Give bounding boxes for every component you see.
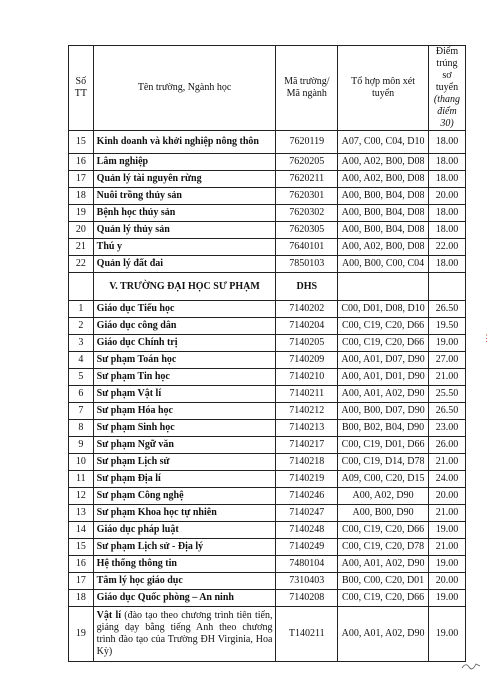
table-row: [69, 573, 466, 590]
row-score: 22.00: [428, 239, 465, 256]
row-name-detail: (đào tạo theo chương trình tiên tiến, giảng dạy bằng tiếng Anh theo chương trình đào tạo của Trường ĐH Virginia, Hoa Kỳ): [96, 610, 273, 657]
table-row: [69, 131, 466, 154]
row-combo: A00, A01, D01, D90: [338, 369, 429, 386]
row-score: 19.50: [428, 318, 465, 335]
row-stt: 18: [69, 590, 94, 607]
table-header-row: [69, 46, 466, 131]
row-score: 27.00: [428, 352, 465, 369]
row-stt: 10: [69, 454, 94, 471]
row-code: 7140212: [276, 403, 338, 420]
row-stt: 9: [69, 437, 94, 454]
row-stt: 12: [69, 488, 94, 505]
row-code: 7140208: [276, 590, 338, 607]
row-stt: 5: [69, 369, 94, 386]
row-combo: C00, C19, C20, D66: [338, 335, 429, 352]
table-row: [69, 403, 466, 420]
row-code: 7140205: [276, 335, 338, 352]
row-code: 7620305: [276, 222, 338, 239]
row-code: 7480104: [276, 556, 338, 573]
table-row: [69, 256, 466, 273]
row-name: Sư phạm Ngữ văn: [93, 437, 276, 454]
row-score: 18.00: [428, 256, 465, 273]
row-score: 19.00: [428, 335, 465, 352]
row-score: 25.50: [428, 386, 465, 403]
table-row: [69, 318, 466, 335]
row-stt: 14: [69, 522, 94, 539]
header-ten: Tên trường, Ngành học: [93, 46, 276, 131]
table-row: [69, 386, 466, 403]
row-score: 19.00: [428, 522, 465, 539]
header-diem-label: Điểm trúng sơ tuyển: [435, 46, 459, 93]
table-row: [69, 488, 466, 505]
row-score: 19.00: [428, 556, 465, 573]
row-stt: 15: [69, 131, 94, 154]
table-row: [69, 369, 466, 386]
row-combo: A00, A02, B00, D08: [338, 171, 429, 188]
table-row: [69, 188, 466, 205]
header-ma: Mã trường/ Mã ngành: [276, 46, 338, 131]
table-row: [69, 205, 466, 222]
row-name: Giáo dục Quốc phòng – An ninh: [93, 590, 276, 607]
row-code: 7620205: [276, 154, 338, 171]
row-name: Sư phạm Địa lí: [93, 471, 276, 488]
row-name: Sư phạm Hóa học: [93, 403, 276, 420]
row-stt: 19: [69, 607, 94, 662]
row-code: 7140202: [276, 301, 338, 318]
table-row: [69, 505, 466, 522]
table-row: [69, 222, 466, 239]
row-stt: 18: [69, 188, 94, 205]
row-code: 7140217: [276, 437, 338, 454]
row-name: Quản lý đất đai: [93, 256, 276, 273]
table-row: [69, 301, 466, 318]
header-diem: [428, 46, 465, 131]
row-code: 7620301: [276, 188, 338, 205]
section-title: V. TRƯỜNG ĐẠI HỌC SƯ PHẠM: [93, 273, 276, 301]
row-score: 26.50: [428, 301, 465, 318]
table-row: [69, 522, 466, 539]
row-score: 19.00: [428, 607, 465, 662]
row-stt: 17: [69, 573, 94, 590]
section-code: DHS: [276, 273, 338, 301]
row-code: 7140219: [276, 471, 338, 488]
row-name: Hệ thống thông tin: [93, 556, 276, 573]
row-name: Sư phạm Toán học: [93, 352, 276, 369]
section-empty-score: [428, 273, 465, 301]
table-row: [69, 335, 466, 352]
header-stt: Số TT: [69, 46, 94, 131]
row-combo: A00, A02, B00, D08: [338, 239, 429, 256]
table-row: [69, 454, 466, 471]
row-stt: 16: [69, 154, 94, 171]
row-code: 7620119: [276, 131, 338, 154]
row-stt: 16: [69, 556, 94, 573]
section-empty: [69, 273, 94, 301]
header-tohop: Tổ hợp môn xét tuyển: [338, 46, 429, 131]
row-stt: 4: [69, 352, 94, 369]
row-combo: C00, C19, D14, D78: [338, 454, 429, 471]
row-code: 7310403: [276, 573, 338, 590]
table-row: [69, 471, 466, 488]
row-stt: 21: [69, 239, 94, 256]
row-score: 26.00: [428, 437, 465, 454]
row-score: 18.00: [428, 222, 465, 239]
row-name: Lâm nghiệp: [93, 154, 276, 171]
row-score: 26.50: [428, 403, 465, 420]
admission-table: [68, 45, 466, 662]
row-combo: C00, C19, C20, D66: [338, 590, 429, 607]
row-score: 20.00: [428, 188, 465, 205]
row-name: Sư phạm Khoa học tự nhiên: [93, 505, 276, 522]
table-row: [69, 352, 466, 369]
table-row: [69, 556, 466, 573]
row-name: Giáo dục pháp luật: [93, 522, 276, 539]
table-row: [69, 154, 466, 171]
row-name: Sư phạm Lịch sử - Địa lý: [93, 539, 276, 556]
row-stt: 2: [69, 318, 94, 335]
row-combo: A07, C00, C04, D10: [338, 131, 429, 154]
row-stt: 6: [69, 386, 94, 403]
row-combo: B00, B02, B04, D90: [338, 420, 429, 437]
row-code: 7140247: [276, 505, 338, 522]
row-name: Kinh doanh và khởi nghiệp nông thôn: [93, 131, 276, 154]
row-combo: C00, C19, C20, D66: [338, 318, 429, 335]
row-stt: 17: [69, 171, 94, 188]
row-code: 7140218: [276, 454, 338, 471]
row-score: 18.00: [428, 205, 465, 222]
row-name: Nuôi trồng thủy sản: [93, 188, 276, 205]
row-stt: 20: [69, 222, 94, 239]
row-code: 7140204: [276, 318, 338, 335]
row-combo: A00, A02, B00, D08: [338, 154, 429, 171]
row-combo: A00, A01, A02, D90: [338, 607, 429, 662]
scribble-mark-icon: [460, 660, 482, 670]
table-row: [69, 539, 466, 556]
row-score: 21.00: [428, 369, 465, 386]
row-combo: A00, B00, D90: [338, 505, 429, 522]
row-name: Thú y: [93, 239, 276, 256]
row-stt: 13: [69, 505, 94, 522]
row-combo: A00, A01, A02, D90: [338, 386, 429, 403]
row-name: Sư phạm Vật lí: [93, 386, 276, 403]
row-score: 20.00: [428, 573, 465, 590]
margin-mark: ⋮: [482, 333, 491, 343]
row-combo: C00, C19, C20, D78: [338, 539, 429, 556]
row-code: 7140209: [276, 352, 338, 369]
table-row: [69, 239, 466, 256]
row-stt: 7: [69, 403, 94, 420]
row-stt: 22: [69, 256, 94, 273]
row-score: 23.00: [428, 420, 465, 437]
row-combo: A00, B00, B04, D08: [338, 222, 429, 239]
row-code: 7140211: [276, 386, 338, 403]
row-name: [93, 607, 276, 662]
row-name: Tâm lý học giáo dục: [93, 573, 276, 590]
row-combo: B00, C00, C20, D01: [338, 573, 429, 590]
row-code: 7140246: [276, 488, 338, 505]
row-combo: A00, B00, B04, D08: [338, 188, 429, 205]
row-code: 7140248: [276, 522, 338, 539]
table-row: [69, 590, 466, 607]
row-score: 18.00: [428, 131, 465, 154]
row-score: 21.00: [428, 505, 465, 522]
row-code: 7620211: [276, 171, 338, 188]
row-combo: C00, C19, C20, D66: [338, 522, 429, 539]
row-score: 18.00: [428, 154, 465, 171]
row-combo: A00, B00, C00, C04: [338, 256, 429, 273]
row-combo: A00, A02, D90: [338, 488, 429, 505]
table-row: [69, 607, 466, 662]
table-row: [69, 420, 466, 437]
row-code: 7140249: [276, 539, 338, 556]
row-name: Sư phạm Sinh học: [93, 420, 276, 437]
row-name: Giáo dục Tiểu học: [93, 301, 276, 318]
row-stt: 8: [69, 420, 94, 437]
row-name: Bệnh học thủy sản: [93, 205, 276, 222]
section-empty-combo: [338, 273, 429, 301]
row-combo: A00, B00, B04, D08: [338, 205, 429, 222]
section-row: [69, 273, 466, 301]
row-combo: A00, A01, A02, D90: [338, 556, 429, 573]
row-stt: 1: [69, 301, 94, 318]
document-page: [68, 45, 466, 662]
row-code: 7140213: [276, 420, 338, 437]
row-score: 19.00: [428, 590, 465, 607]
table-row: [69, 171, 466, 188]
row-score: 21.00: [428, 539, 465, 556]
header-diem-note: (thang điểm 30): [433, 94, 461, 129]
row-combo: A00, A01, D07, D90: [338, 352, 429, 369]
row-code: 7620302: [276, 205, 338, 222]
row-name: Quản lý tài nguyên rừng: [93, 171, 276, 188]
row-name: Sư phạm Lịch sử: [93, 454, 276, 471]
row-score: 18.00: [428, 171, 465, 188]
row-code: 7140210: [276, 369, 338, 386]
row-combo: A00, B00, D07, D90: [338, 403, 429, 420]
row-score: 21.00: [428, 454, 465, 471]
row-name-bold: Vật lí: [96, 610, 122, 621]
row-name: Giáo dục công dân: [93, 318, 276, 335]
row-stt: 19: [69, 205, 94, 222]
row-name: Sư phạm Công nghệ: [93, 488, 276, 505]
row-score: 20.00: [428, 488, 465, 505]
row-name: Quản lý thủy sản: [93, 222, 276, 239]
table-row: [69, 437, 466, 454]
row-combo: C00, D01, D08, D10: [338, 301, 429, 318]
row-stt: 11: [69, 471, 94, 488]
row-combo: C00, C19, D01, D66: [338, 437, 429, 454]
row-name: Giáo dục Chính trị: [93, 335, 276, 352]
row-code: T140211: [276, 607, 338, 662]
row-stt: 15: [69, 539, 94, 556]
row-code: 7850103: [276, 256, 338, 273]
row-stt: 3: [69, 335, 94, 352]
row-combo: A09, C00, C20, D15: [338, 471, 429, 488]
row-name: Sư phạm Tin học: [93, 369, 276, 386]
row-score: 24.00: [428, 471, 465, 488]
row-code: 7640101: [276, 239, 338, 256]
